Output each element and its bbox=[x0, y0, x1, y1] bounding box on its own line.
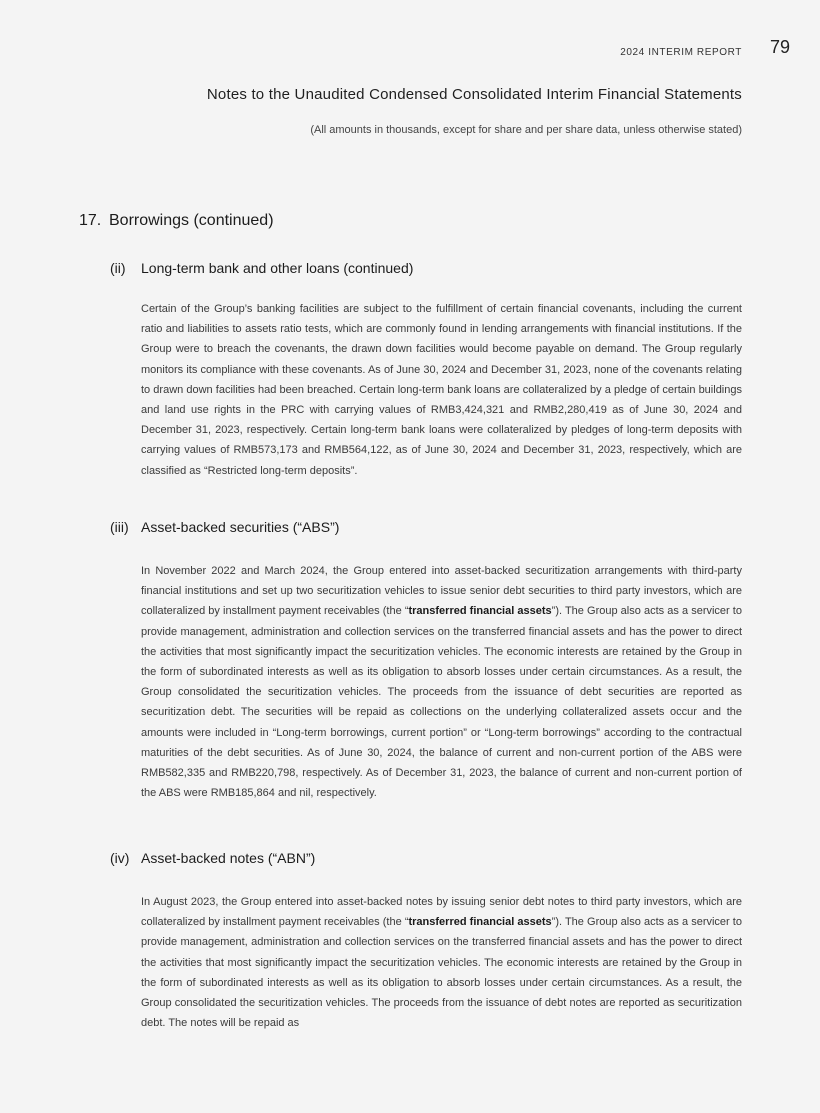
section-title: Borrowings (continued) bbox=[109, 212, 274, 229]
paragraph-abs bbox=[141, 561, 742, 803]
defined-term: transferred financial assets bbox=[408, 605, 552, 618]
paragraph-text: In August 2023, the Group entered into asset-backed notes by issuing senior debt notes to third party investors, which are collateralized by installment payment receivables (the “ bbox=[141, 896, 742, 929]
subsection-title: Asset-backed notes (“ABN”) bbox=[141, 850, 316, 866]
page-subtitle: (All amounts in thousands, except for share and per share data, unless otherwise stated) bbox=[310, 124, 742, 136]
paragraph-text: In November 2022 and March 2024, the Group entered into asset-backed securitization arrangements with third-party financial institutions and set up two securitization vehicles to issue senior debt securities to third party investors, which are collateralized by installment payment receivables (the “ bbox=[141, 565, 742, 618]
subsection-number: (iii) bbox=[110, 519, 129, 535]
paragraph-text: ”). The Group also acts as a servicer to provide management, administration and collection services on the transferred financial assets and has the power to direct the activities that most significantly impact the securitization vehicles. The economic interests are retained by the Group in the form of subordinated interests as well as its obligation to absorb losses under certain circumstances. As a result, the Group consolidated the securitization vehicles. The proceeds from the issuance of debt notes are reported as securitization debt. The notes will be repaid as bbox=[141, 916, 742, 1030]
subsection-number: (iv) bbox=[110, 850, 130, 866]
paragraph-text: ”). The Group also acts as a servicer to provide management, administration and collection services on the transferred financial assets and has the power to direct the activities that most significantly impact the securitization vehicles. The economic interests are retained by the Group in the form of subordinated interests as well as its obligation to absorb losses under certain circumstances. As a result, the Group consolidated the securitization vehicles. The proceeds from the issuance of debt securities are reported as securitization debt. The securities will be repaid as collections on the underlying collateralized assets occur and the amounts were included in “Long-term borrowings, current portion” or “Long-term borrowings” according to the contractual maturities of the debt securities. As of June 30, 2024, the balance of current and non-current portion of the ABS were RMB582,335 and RMB220,798, respectively. As of December 31, 2023, the balance of current and non-current portion of the ABS were RMB185,864 and nil, respectively. bbox=[141, 605, 742, 800]
section-heading bbox=[79, 212, 274, 230]
page-title: Notes to the Unaudited Condensed Consolidated Interim Financial Statements bbox=[206, 86, 742, 103]
paragraph-long-term-loans: Certain of the Group’s banking facilities are subject to the fulfillment of certain financial covenants, including the current ratio and liabilities to assets ratio tests, which are commonly found in lending arrangements with financial institutions. If the Group were to breach the covenants, the drawn down facilities would become payable on demand. The Group regularly monitors its compliance with these covenants. As of June 30, 2024 and December 31, 2023, none of the covenants relating to drawn down facilities had been breached. Certain long-term bank loans are collateralized by a pledge of certain buildings and land use rights in the PRC with carrying values of RMB3,424,321 and RMB2,280,419 as of June 30, 2024 and December 31, 2023, respectively. Certain long-term bank loans were collateralized by pledges of long-term deposits with carrying values of RMB573,173 and RMB564,122, as of June 30, 2024 and December 31, 2023, respectively, which are classified as “Restricted long-term deposits”. bbox=[141, 303, 742, 477]
paragraph-abn bbox=[141, 892, 742, 1033]
subsection-heading-iv bbox=[110, 850, 315, 866]
section-number: 17. bbox=[79, 212, 102, 229]
page-number: 79 bbox=[769, 37, 790, 57]
report-label: 2024 INTERIM REPORT bbox=[620, 47, 742, 58]
defined-term: transferred financial assets bbox=[408, 916, 552, 929]
subsection-heading-ii bbox=[110, 260, 413, 276]
subsection-title: Long-term bank and other loans (continued) bbox=[141, 260, 414, 276]
subsection-number: (ii) bbox=[110, 260, 126, 276]
subsection-title: Asset-backed securities (“ABS”) bbox=[141, 519, 340, 535]
subsection-heading-iii bbox=[110, 519, 339, 535]
